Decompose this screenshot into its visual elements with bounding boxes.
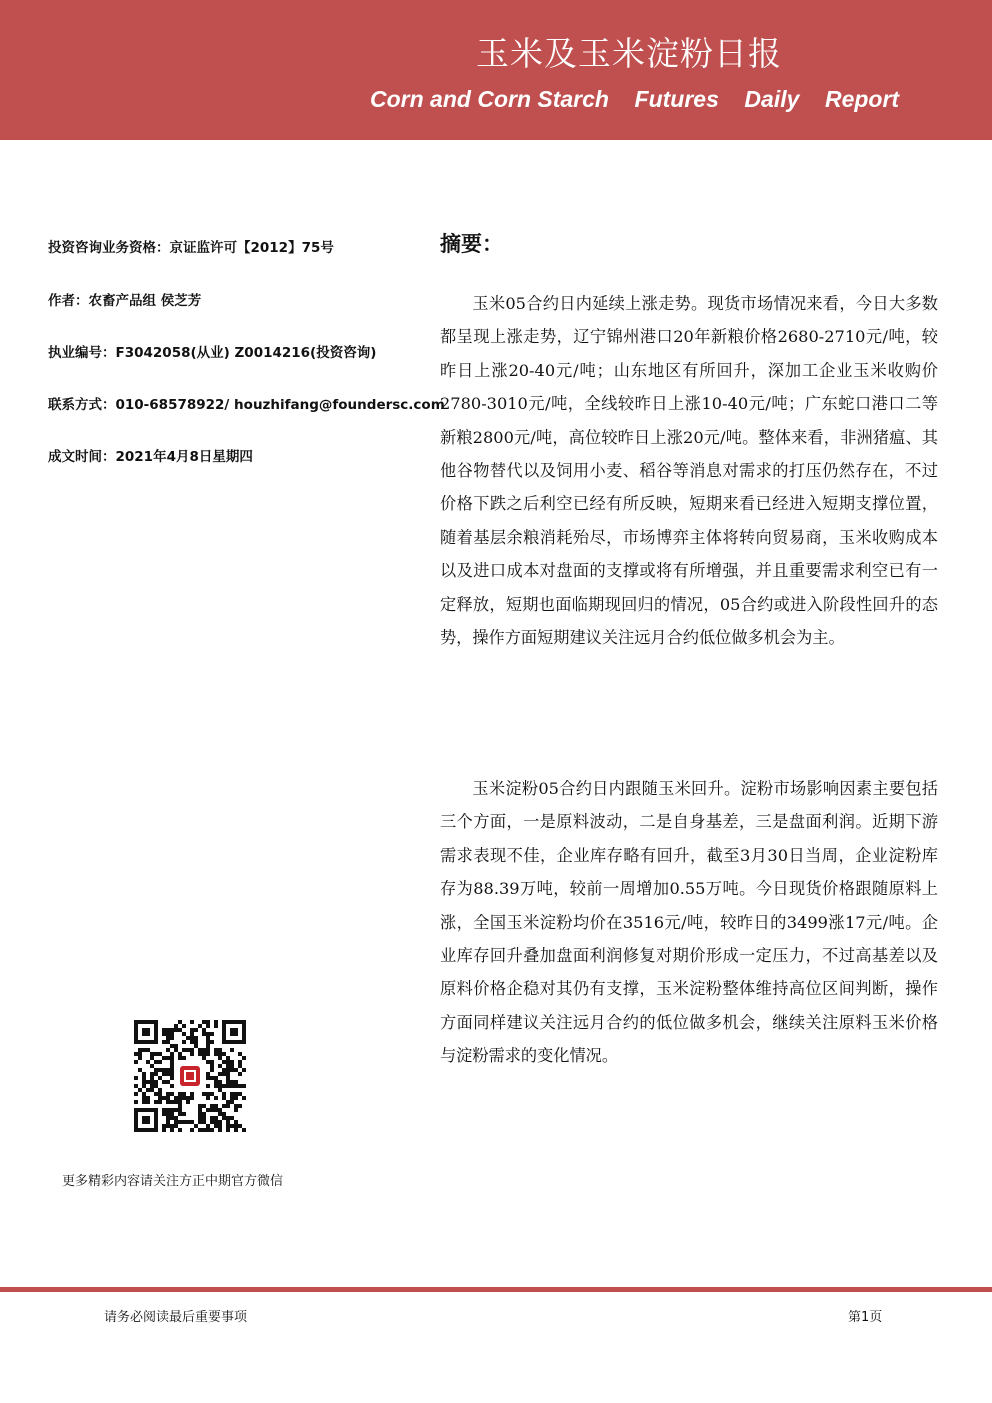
meta-label: 投资咨询业务资格：	[48, 240, 170, 256]
meta-value: 农畜产品组 侯芝芳	[88, 293, 202, 309]
meta-contact	[48, 393, 445, 413]
qr-code	[134, 1020, 246, 1132]
meta-author	[48, 289, 201, 309]
report-header	[0, 0, 992, 140]
page-number: 第1页	[848, 1310, 883, 1325]
meta-date	[48, 445, 253, 465]
meta-value: F3042058(从业) Z0014216(投资咨询)	[115, 345, 377, 361]
footer-disclaimer-note: 请务必阅读最后重要事项	[104, 1310, 248, 1325]
report-title-en: Corn and Corn Starch Futures Daily Report	[370, 86, 900, 112]
meta-value: 2021年4月8日星期四	[115, 449, 253, 465]
founder-logo-icon	[178, 1064, 202, 1088]
meta-qualification	[48, 236, 334, 256]
meta-value: 010-68578922/ houzhifang@foundersc.com	[115, 397, 445, 413]
meta-label: 执业编号：	[48, 345, 116, 361]
meta-license	[48, 341, 376, 361]
meta-label: 联系方式：	[48, 397, 116, 413]
summary-title: 摘要：	[440, 232, 503, 256]
summary-paragraph-starch: 玉米淀粉05合约日内跟随玉米回升。淀粉市场影响因素主要包括三个方面，一是原料波动，二是自身基差，三是盘面利润。近期下游需求表现不佳，企业库存略有回升，截至3月30日当周，企业淀粉库存为88.39万吨，较前一周增加0.55万吨。今日现货价格跟随原料上涨，全国玉米淀粉均价在3516元/吨，较昨日的3499涨17元/吨。企业库存回升叠加盘面利润修复对期价形成一定压力，不过高基差以及原料价格企稳对其仍有支撑，玉米淀粉整体维持高位区间判断，操作方面同样建议关注远月合约的低位做多机会，继续关注原料玉米价格与淀粉需求的变化情况。	[440, 779, 938, 1066]
summary-paragraph-corn: 玉米05合约日内延续上涨走势。现货市场情况来看，今日大多数都呈现上涨走势，辽宁锦州港口20年新粮价格2680-2710元/吨，较昨日上涨20-40元/吨；山东地区有所回升，深加工企业玉米收购价2780-3010元/吨，全线较昨日上涨10-40元/吨；广东蛇口港口二等新粮2800元/吨，高位较昨日上涨20元/吨。整体来看，非洲猪瘟、其他谷物替代以及饲用小麦、稻谷等消息对需求的打压仍然存在，不过价格下跌之后利空已经有所反映，短期来看已经进入短期支撑位置，随着基层余粮消耗殆尽，市场博弈主体将转向贸易商，玉米收购成本以及进口成本对盘面的支撑或将有所增强，并且重要需求利空已有一定释放，短期也面临期现回归的情况，05合约或进入阶段性回升的态势，操作方面短期建议关注远月合约低位做多机会为主。	[440, 294, 938, 648]
meta-label: 作者：	[48, 293, 89, 309]
report-title-cn: 玉米及玉米淀粉日报	[476, 34, 782, 73]
footer-divider	[0, 1287, 992, 1292]
meta-label: 成文时间：	[48, 449, 116, 465]
qr-caption: 更多精彩内容请关注方正中期官方微信	[62, 1174, 284, 1189]
meta-value: 京证监许可【2012】75号	[169, 240, 334, 256]
